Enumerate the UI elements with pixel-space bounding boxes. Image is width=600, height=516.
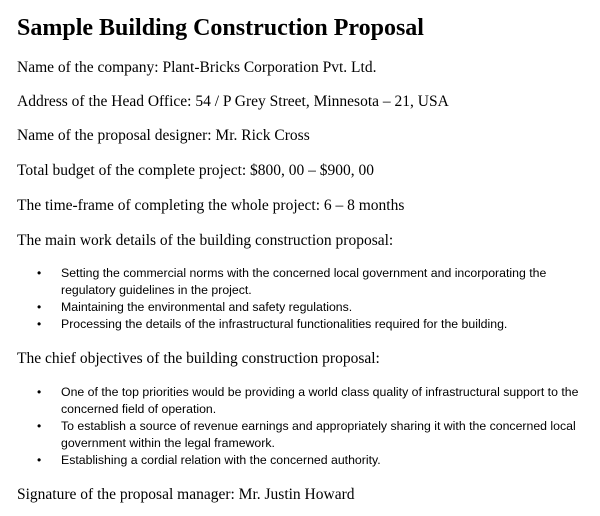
list-item [17, 384, 592, 418]
list-item-text: To establish a source of revenue earnings and appropriately sharing it with the concerned local government within the legal framework. [61, 419, 576, 450]
list-item [17, 452, 592, 469]
bullet-icon: • [37, 453, 42, 467]
budget-line: Total budget of the complete project: $800, 00 – $900, 00 [17, 162, 375, 179]
bullet-icon: • [37, 419, 42, 433]
list-item-text: One of the top priorities would be providing a world class quality of infrastructural support to the concerned field of operation. [61, 385, 579, 416]
list-item-text: Maintaining the environmental and safety regulations. [61, 300, 353, 314]
address-line: Address of the Head Office: 54 / P Grey Street, Minnesota – 21, USA [17, 93, 449, 110]
timeframe-line: The time-frame of completing the whole project: 6 – 8 months [17, 197, 405, 214]
objectives-heading: The chief objectives of the building construction proposal: [17, 350, 380, 367]
list-item [17, 418, 592, 452]
list-item-text: Processing the details of the infrastructural functionalities required for the building. [61, 317, 508, 331]
document-title: Sample Building Construction Proposal [17, 15, 424, 41]
list-item [17, 316, 592, 333]
bullet-icon: • [37, 266, 42, 280]
company-line: Name of the company: Plant-Bricks Corporation Pvt. Ltd. [17, 59, 377, 76]
work-details-heading: The main work details of the building construction proposal: [17, 232, 394, 249]
bullet-icon: • [37, 385, 42, 399]
objectives-list [17, 384, 592, 469]
work-details-list [17, 265, 592, 333]
list-item [17, 265, 592, 299]
signature-line: Signature of the proposal manager: Mr. Justin Howard [17, 486, 355, 503]
designer-line: Name of the proposal designer: Mr. Rick Cross [17, 127, 310, 144]
list-item-text: Establishing a cordial relation with the concerned authority. [61, 453, 381, 467]
bullet-icon: • [37, 300, 42, 314]
list-item [17, 299, 592, 316]
bullet-icon: • [37, 317, 42, 331]
list-item-text: Setting the commercial norms with the concerned local government and incorporating the regulatory guidelines in the project. [61, 266, 547, 297]
